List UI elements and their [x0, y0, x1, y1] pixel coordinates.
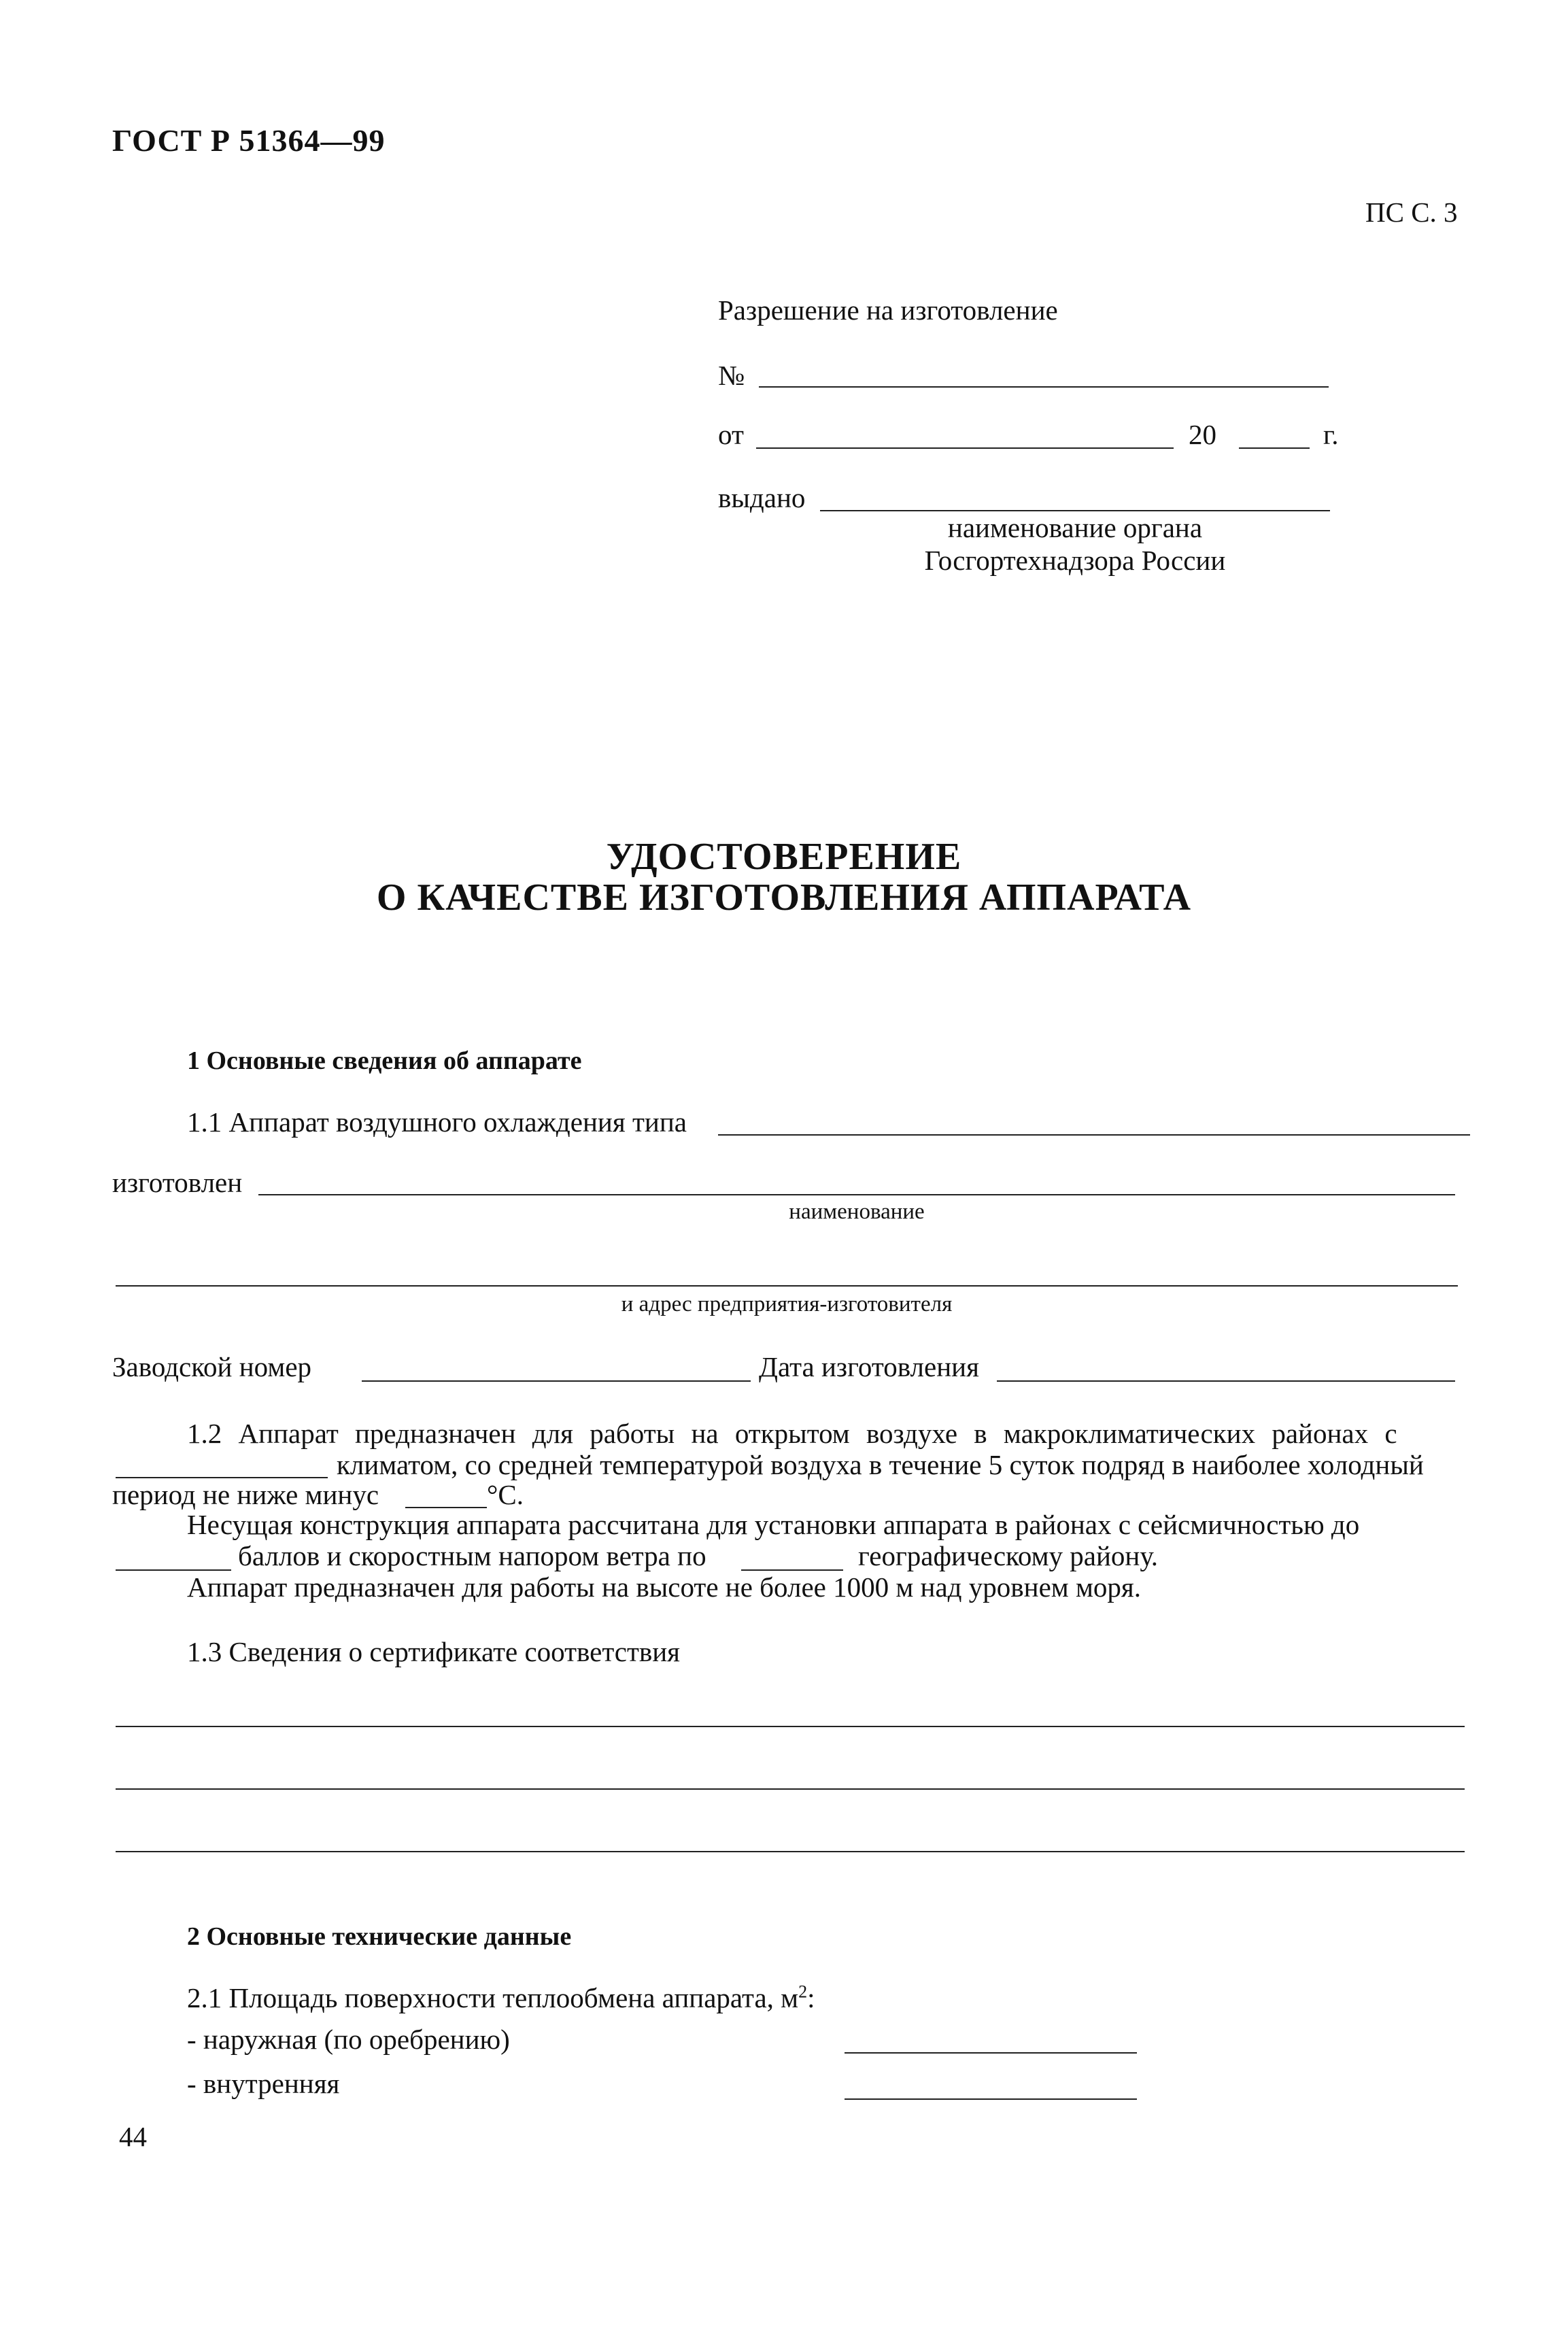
permit-year-field[interactable]	[1239, 447, 1310, 449]
page-number: 44	[119, 2121, 147, 2152]
item-1-1-label: 1.1 Аппарат воздушного охлаждения типа	[187, 1106, 687, 1138]
section1-heading: 1 Основные сведения об аппарате	[187, 1047, 582, 1075]
apparatus-type-field[interactable]	[718, 1134, 1470, 1136]
item-2-1-colon: :	[807, 1982, 815, 2013]
altitude-note: Аппарат предназначен для работы на высоте не более 1000 м над уровнем моря.	[187, 1571, 1142, 1603]
item-1-2-line3a: период не ниже минус	[112, 1479, 379, 1510]
permit-issued-caption-1: наименование органа	[947, 512, 1203, 543]
item-1-2-line3b: °С.	[487, 1479, 524, 1510]
manufacturer-address-field[interactable]	[116, 1285, 1458, 1287]
item-2-1-sup: 2	[798, 1981, 808, 2002]
permit-issued-caption-2: Госгортехнадзора России	[924, 545, 1226, 576]
certificate-info-line-1[interactable]	[116, 1726, 1465, 1727]
permit-year-suffix: г.	[1323, 419, 1339, 450]
seismic-line2b: географическому району.	[858, 1540, 1159, 1571]
certificate-title-line1: УДОСТОВЕРЕНИЕ	[606, 836, 962, 878]
manufactured-label: изготовлен	[112, 1167, 243, 1198]
inner-area-label: - внутренняя	[187, 2068, 340, 2099]
permit-number-field[interactable]	[759, 386, 1329, 388]
page-reference: ПС С. 3	[1365, 197, 1458, 228]
permit-number-label: №	[718, 360, 745, 391]
section2-heading: 2 Основные технические данные	[187, 1922, 572, 1951]
serial-number-field[interactable]	[362, 1380, 751, 1382]
certificate-info-line-3[interactable]	[116, 1851, 1465, 1852]
permit-date-prefix: от	[718, 419, 744, 450]
permit-title: Разрешение на изготовление	[718, 294, 1058, 326]
manufacture-date-label: Дата изготовления	[759, 1351, 979, 1382]
item-2-1-text: 2.1 Площадь поверхности теплообмена аппарата, м	[187, 1982, 799, 2013]
item-1-2-line1: 1.2 Аппарат предназначен для работы на открытом воздухе в макроклиматических районах с	[187, 1418, 1397, 1449]
manufacturer-name-field[interactable]	[258, 1194, 1455, 1195]
standard-code: ГОСТ Р 51364—99	[112, 123, 386, 158]
outer-area-field[interactable]	[845, 2052, 1137, 2054]
permit-issued-label: выдано	[718, 482, 806, 513]
outer-area-label: - наружная (по оребрению)	[187, 2024, 510, 2055]
manufacturer-address-caption: и адрес предприятия-изготовителя	[621, 1292, 953, 1316]
seismic-line2a: баллов и скоростным напором ветра по	[238, 1540, 706, 1571]
certificate-info-line-2[interactable]	[116, 1788, 1465, 1790]
permit-year-prefix: 20	[1189, 419, 1216, 450]
manufacture-date-field[interactable]	[997, 1380, 1455, 1382]
item-1-2-line2: климатом, со средней температурой воздуха в течение 5 суток подряд в наиболее холодный	[337, 1449, 1424, 1480]
serial-number-label: Заводской номер	[112, 1351, 312, 1382]
seismic-line1: Несущая конструкция аппарата рассчитана для установки аппарата в районах с сейсмичностью до	[187, 1509, 1360, 1540]
item-1-3-label: 1.3 Сведения о сертификате соответствия	[187, 1636, 681, 1667]
inner-area-field[interactable]	[845, 2098, 1137, 2100]
permit-date-field[interactable]	[756, 447, 1174, 449]
manufacturer-name-caption: наименование	[789, 1199, 925, 1224]
item-2-1-label	[187, 1981, 815, 2014]
certificate-title-line2: О КАЧЕСТВЕ ИЗГОТОВЛЕНИЯ АППАРАТА	[376, 877, 1192, 919]
